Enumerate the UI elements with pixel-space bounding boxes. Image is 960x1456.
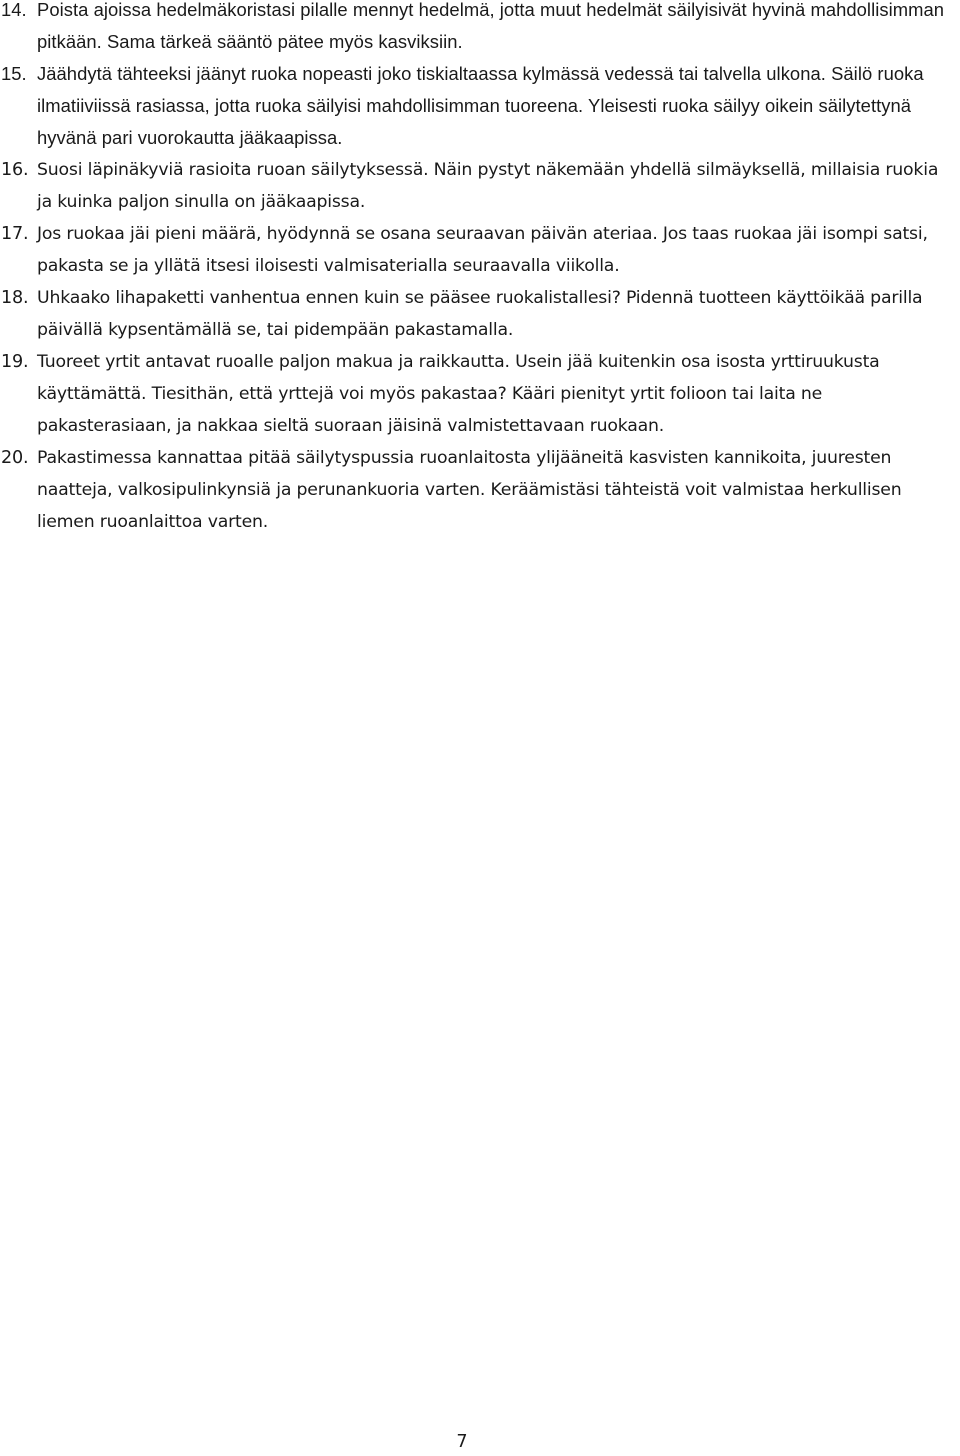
- tip-item: [0, 442, 958, 538]
- tip-item: [0, 154, 958, 218]
- tips-list: [0, 0, 958, 538]
- tip-item: [0, 346, 958, 442]
- tip-text: Pakastimessa kannattaa pitää säilytyspussia ruoanlaitosta ylijääneitä kasvisten kannikoita, juuresten naatteja, valkosipulinkynsiä ja perunankuoria varten. Keräämistäsi tähteistä voit valmistaa herkullisen liemen ruoanlaittoa varten.: [37, 448, 902, 532]
- tip-text: Jos ruokaa jäi pieni määrä, hyödynnä se osana seuraavan päivän ateriaa. Jos taas ruokaa jäi isompi satsi, pakasta se ja yllätä itsesi iloisesti valmisaterialla seuraavalla viikolla.: [37, 224, 928, 276]
- tip-item: [0, 218, 958, 282]
- tip-number: 18.: [1, 288, 29, 308]
- tip-item: [0, 0, 958, 58]
- tip-number: 16.: [1, 160, 29, 180]
- tip-number: 14.: [1, 0, 27, 20]
- tip-text: Suosi läpinäkyviä rasioita ruoan säilytyksessä. Näin pystyt näkemään yhdellä silmäyksellä, millaisia ruokia ja kuinka paljon sinulla on jääkaapissa.: [37, 160, 939, 212]
- tip-item: [0, 282, 958, 346]
- tip-number: 15.: [1, 63, 27, 84]
- tip-text: Tuoreet yrtit antavat ruoalle paljon makua ja raikkautta. Usein jää kuitenkin osa isosta yrttiruukusta käyttämättä. Tiesithän, että yrttejä voi myös pakastaa? Kääri pienityt yrtit folioon tai laita ne pakasterasiaan, ja nakkaa sieltä suoraan jäisinä valmistettavaan ruokaan.: [37, 352, 880, 436]
- tip-number: 17.: [1, 224, 29, 244]
- tip-text: Uhkaako lihapaketti vanhentua ennen kuin se pääsee ruokalistallesi? Pidennä tuotteen käyttöikää parilla päivällä kypsentämällä se, tai pidempään pakastamalla.: [37, 288, 923, 340]
- page-number: 7: [456, 1432, 468, 1452]
- tip-number: 20.: [1, 448, 29, 468]
- tip-text: Poista ajoissa hedelmäkoristasi pilalle mennyt hedelmä, jotta muut hedelmät säilyisivät hyvinä mahdollisimman pitkään. Sama tärkeä sääntö pätee myös kasviksiin.: [37, 0, 945, 52]
- tip-text: Jäähdytä tähteeksi jäänyt ruoka nopeasti joko tiskialtaassa kylmässä vedessä tai talvella ulkona. Säilö ruoka ilmatiiviissä rasiassa, jotta ruoka säilyisi mahdollisimman tuoreena. Yleisesti ruoka säilyy oikein säilytettynä hyvänä pari vuorokautta jääkaapissa.: [37, 63, 924, 148]
- tip-item: [0, 58, 958, 154]
- tip-number: 19.: [1, 352, 29, 372]
